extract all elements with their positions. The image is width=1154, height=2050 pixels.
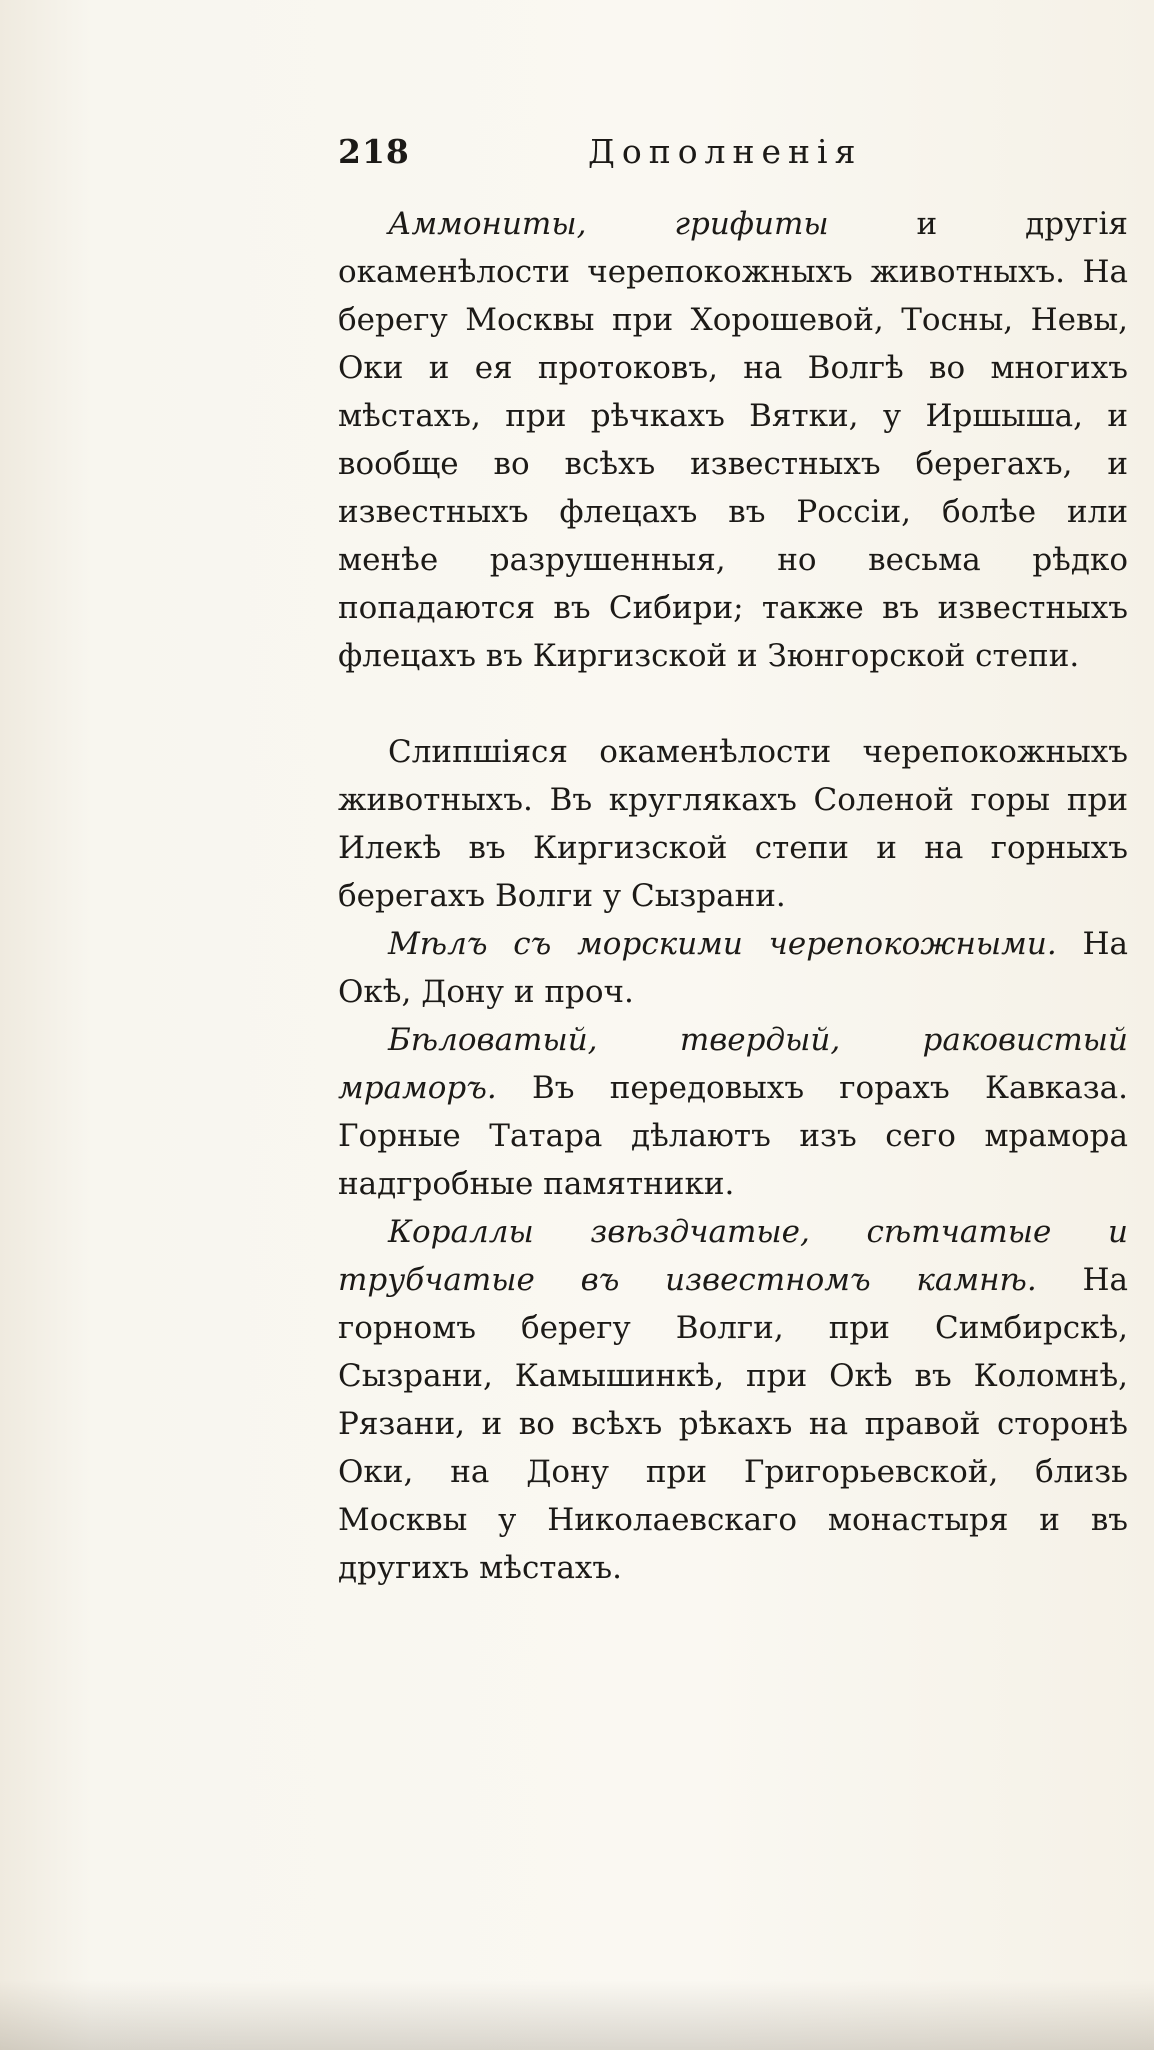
paragraph-title: Аммониты, грифиты — [388, 206, 829, 242]
page-edge-shadow — [0, 1980, 1154, 2050]
paragraph-text: На Окѣ, Дону и проч. — [338, 926, 1128, 1010]
paragraph-ammonites — [338, 200, 1128, 680]
paragraph-corals — [338, 1208, 1128, 1592]
paragraph-title: Бѣловатый, твердый, раковистый мраморъ. — [338, 1022, 1128, 1106]
paragraph-text: Слипшіяся окаменѣлости черепокожныхъ животныхъ. Въ круглякахъ Соленой горы при Илекѣ въ Киргизской степи и на горныхъ берегахъ Волги у Сызрани. — [338, 734, 1128, 914]
paragraph-marble — [338, 1016, 1128, 1208]
page-number: 218 — [338, 132, 410, 171]
paragraph-title: Кораллы звѣздчатые, сѣтчатые и трубчатые въ известномъ камнѣ. — [338, 1214, 1128, 1298]
paragraph-title: Мѣлъ съ морскими черепокожными. — [388, 926, 1057, 962]
running-head: Дополненія — [588, 132, 863, 171]
paragraph-chalk — [338, 920, 1128, 1016]
body-text — [338, 200, 1128, 1592]
paragraph-text: и другія окаменѣлости черепокожныхъ животныхъ. На берегу Москвы при Хорошевой, Тосны, Невы, Оки и ея протоковъ, на Волгѣ во многихъ мѣстахъ, при рѣчкахъ Вятки, у Иршыша, и вообще во всѣхъ известныхъ берегахъ, и известныхъ флецахъ въ Россіи, болѣе или менѣе разрушенныя, но весьма рѣдко попадаются въ Сибири; также въ известныхъ флецахъ въ Киргизской и Зюнгорской степи. — [338, 206, 1128, 674]
paragraph-text: Въ передовыхъ горахъ Кавказа. Горные Татара дѣлаютъ изъ сего мрамора надгробные памятники. — [338, 1070, 1128, 1202]
paragraph-shells — [338, 728, 1128, 920]
page-header — [338, 132, 898, 172]
paragraph-text: На горномъ берегу Волги, при Симбирскѣ, Сызрани, Камышинкѣ, при Окѣ въ Коломнѣ, Рязани, и во всѣхъ рѣкахъ на правой сторонѣ Оки, на Дону при Григорьевской, близь Москвы у Николаевскаго монастыря и въ другихъ мѣстахъ. — [338, 1262, 1129, 1586]
